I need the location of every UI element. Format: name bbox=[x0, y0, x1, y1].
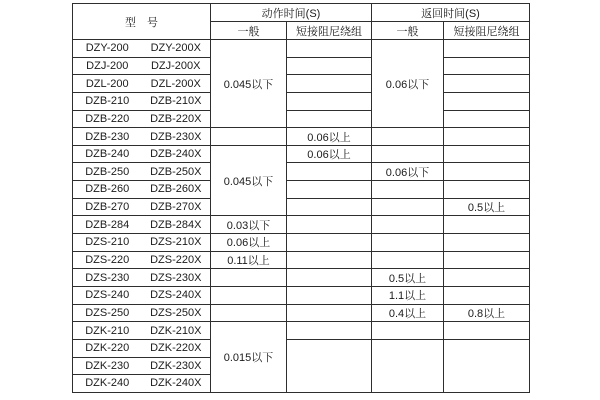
empty-cell bbox=[287, 322, 372, 340]
model-name-right: DZB-220X bbox=[150, 112, 202, 125]
model-name-right: DZB-240X bbox=[150, 148, 202, 161]
model-name-right: DZB-250X bbox=[150, 165, 202, 178]
return-general-value: 1.1以上 bbox=[372, 286, 444, 304]
table-row bbox=[73, 163, 530, 181]
empty-cell bbox=[372, 145, 444, 163]
model-cell bbox=[73, 163, 211, 181]
model-name-right: DZS-210X bbox=[150, 236, 202, 249]
spec-table bbox=[72, 3, 530, 393]
model-name-left: DZS-250 bbox=[85, 306, 130, 319]
model-cell bbox=[73, 198, 211, 216]
empty-cell bbox=[211, 128, 287, 146]
model-name-left: DZB-270 bbox=[85, 201, 130, 214]
model-name-left: DZJ-200 bbox=[86, 59, 129, 72]
empty-cell bbox=[444, 128, 530, 146]
empty-cell bbox=[444, 110, 530, 128]
model-cell bbox=[73, 339, 211, 357]
empty-cell bbox=[287, 286, 372, 304]
model-name-left: DZK-210 bbox=[85, 324, 130, 337]
empty-cell bbox=[372, 216, 444, 234]
model-name-left: DZL-200 bbox=[85, 77, 129, 90]
model-cell bbox=[73, 304, 211, 322]
return-damping-value: 0.5以上 bbox=[444, 198, 530, 216]
empty-cell bbox=[211, 286, 287, 304]
empty-cell bbox=[287, 92, 372, 110]
model-name-right: DZB-260X bbox=[150, 183, 202, 196]
model-cell bbox=[73, 251, 211, 269]
table-row bbox=[73, 92, 530, 110]
empty-cell bbox=[372, 234, 444, 252]
model-name-left: DZK-220 bbox=[85, 342, 130, 355]
empty-cell bbox=[444, 75, 530, 93]
model-cell bbox=[73, 234, 211, 252]
empty-cell bbox=[287, 110, 372, 128]
model-cell bbox=[73, 145, 211, 163]
action-general-value: 0.11以上 bbox=[211, 251, 287, 269]
model-cell bbox=[73, 181, 211, 199]
empty-cell bbox=[287, 304, 372, 322]
empty-cell bbox=[372, 322, 444, 340]
header-model: 型 号 bbox=[73, 4, 211, 40]
return-damping-value: 0.8以上 bbox=[444, 304, 530, 322]
table-row bbox=[73, 251, 530, 269]
model-cell bbox=[73, 375, 211, 393]
model-name-left: DZY-200 bbox=[85, 42, 129, 55]
model-name-left: DZB-260 bbox=[85, 183, 130, 196]
model-name-left: DZK-240 bbox=[85, 377, 130, 390]
model-cell bbox=[73, 75, 211, 93]
header-row-1 bbox=[73, 4, 530, 22]
empty-cell bbox=[211, 269, 287, 287]
model-name-right: DZS-230X bbox=[150, 271, 202, 284]
model-cell bbox=[73, 40, 211, 58]
empty-cell bbox=[287, 216, 372, 234]
action-general-value: 0.06以上 bbox=[211, 234, 287, 252]
header-general-action: 一般 bbox=[211, 22, 287, 40]
action-general-value: 0.03以下 bbox=[211, 216, 287, 234]
empty-cell bbox=[444, 339, 530, 392]
header-general-return: 一般 bbox=[372, 22, 444, 40]
empty-cell bbox=[287, 234, 372, 252]
table-row bbox=[73, 216, 530, 234]
empty-cell bbox=[287, 57, 372, 75]
table-row bbox=[73, 57, 530, 75]
model-name-right: DZK-240X bbox=[150, 377, 202, 390]
empty-cell bbox=[444, 251, 530, 269]
model-name-left: DZS-240 bbox=[85, 289, 130, 302]
empty-cell bbox=[287, 339, 372, 392]
return-general-value: 0.06以下 bbox=[372, 40, 444, 128]
model-name-right: DZY-200X bbox=[150, 42, 201, 55]
model-name-right: DZB-210X bbox=[150, 95, 202, 108]
empty-cell bbox=[444, 269, 530, 287]
model-name-left: DZB-230 bbox=[85, 130, 130, 143]
model-name-right: DZB-270X bbox=[150, 201, 202, 214]
table-row bbox=[73, 198, 530, 216]
table-row bbox=[73, 286, 530, 304]
model-name-right: DZK-210X bbox=[150, 324, 202, 337]
table-row bbox=[73, 339, 530, 357]
model-name-left: DZB-284 bbox=[85, 218, 130, 231]
model-cell bbox=[73, 57, 211, 75]
model-name-left: DZB-210 bbox=[85, 95, 130, 108]
table-row bbox=[73, 181, 530, 199]
model-name-right: DZS-240X bbox=[150, 289, 202, 302]
table-row bbox=[73, 234, 530, 252]
empty-cell bbox=[444, 163, 530, 181]
empty-cell bbox=[211, 304, 287, 322]
empty-cell bbox=[444, 40, 530, 58]
empty-cell bbox=[444, 57, 530, 75]
empty-cell bbox=[444, 234, 530, 252]
table-row bbox=[73, 304, 530, 322]
empty-cell bbox=[287, 40, 372, 58]
model-cell bbox=[73, 128, 211, 146]
table-row bbox=[73, 145, 530, 163]
header-damping-return: 短接阻尼绕组 bbox=[444, 22, 530, 40]
empty-cell bbox=[287, 181, 372, 199]
model-cell bbox=[73, 269, 211, 287]
model-name-left: DZB-250 bbox=[85, 165, 130, 178]
table-row bbox=[73, 75, 530, 93]
empty-cell bbox=[444, 181, 530, 199]
empty-cell bbox=[372, 339, 444, 392]
empty-cell bbox=[444, 286, 530, 304]
empty-cell bbox=[287, 75, 372, 93]
empty-cell bbox=[287, 198, 372, 216]
empty-cell bbox=[372, 181, 444, 199]
empty-cell bbox=[444, 145, 530, 163]
action-damping-value: 0.06以上 bbox=[287, 145, 372, 163]
model-name-left: DZS-210 bbox=[85, 236, 130, 249]
model-name-right: DZK-230X bbox=[150, 359, 202, 372]
model-name-right: DZS-250X bbox=[150, 306, 202, 319]
header-action-time: 动作时间(S) bbox=[211, 4, 372, 22]
model-name-left: DZK-230 bbox=[85, 359, 130, 372]
model-name-left: DZS-220 bbox=[85, 254, 130, 266]
empty-cell bbox=[444, 216, 530, 234]
table-row bbox=[73, 110, 530, 128]
empty-cell bbox=[372, 251, 444, 269]
model-name-right: DZL-200X bbox=[150, 77, 201, 90]
action-damping-value: 0.06以上 bbox=[287, 128, 372, 146]
header-damping-action: 短接阻尼绕组 bbox=[287, 22, 372, 40]
return-general-value: 0.06以下 bbox=[372, 163, 444, 181]
model-cell bbox=[73, 216, 211, 234]
empty-cell bbox=[444, 92, 530, 110]
model-name-left: DZS-230 bbox=[85, 271, 130, 284]
model-cell bbox=[73, 286, 211, 304]
empty-cell bbox=[287, 269, 372, 287]
empty-cell bbox=[444, 322, 530, 340]
model-name-left: DZB-220 bbox=[85, 112, 130, 125]
table-row bbox=[73, 322, 530, 340]
table-row bbox=[73, 40, 530, 58]
action-general-value: 0.045以下 bbox=[211, 40, 287, 128]
table-row bbox=[73, 269, 530, 287]
model-name-left: DZB-240 bbox=[85, 148, 130, 161]
model-name-right: DZJ-200X bbox=[150, 59, 201, 72]
return-general-value: 0.4以上 bbox=[372, 304, 444, 322]
model-cell bbox=[73, 322, 211, 340]
model-cell bbox=[73, 110, 211, 128]
empty-cell bbox=[372, 198, 444, 216]
empty-cell bbox=[287, 251, 372, 269]
header-return-time: 返回时间(S) bbox=[372, 4, 530, 22]
return-general-value: 0.5以上 bbox=[372, 269, 444, 287]
model-name-right: DZK-220X bbox=[150, 342, 202, 355]
empty-cell bbox=[372, 128, 444, 146]
action-general-value: 0.045以下 bbox=[211, 145, 287, 216]
model-cell bbox=[73, 92, 211, 110]
empty-cell bbox=[287, 163, 372, 181]
action-general-value: 0.015以下 bbox=[211, 322, 287, 393]
model-cell bbox=[73, 357, 211, 375]
model-name-right: DZS-220X bbox=[150, 254, 202, 266]
model-name-right: DZB-230X bbox=[150, 130, 202, 143]
table-row bbox=[73, 128, 530, 146]
model-name-right: DZB-284X bbox=[150, 218, 202, 231]
